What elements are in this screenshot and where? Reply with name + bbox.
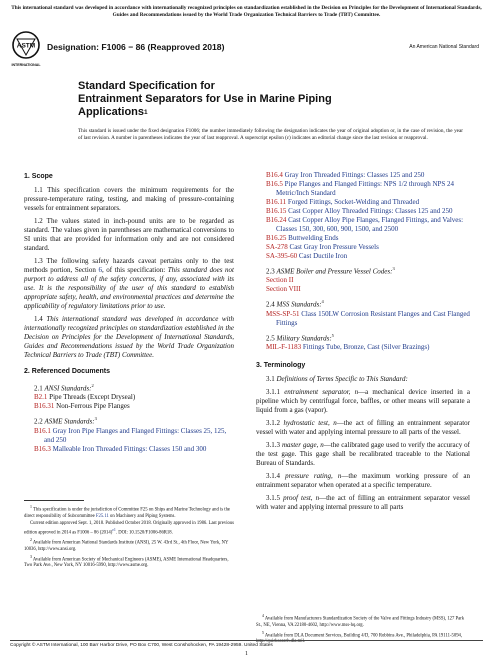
ref-code-link[interactable]: B16.15 [266,207,287,215]
left-column [24,168,234,454]
ref-code-link[interactable]: B16.24 [266,216,287,224]
definition-item: 3.1.4 pressure rating, n—the maximum working pressure of an entrainment separator when operated at a specific temperature. [256,471,470,489]
definition-item: 3.1.1 entrainment separator, n—a mechanical device inserted in a pipeline which by centrifugal force, baffles, or other means will separate a liquid from a gas (vapor). [256,387,471,414]
title-line-3: Applications$^1$ [78,106,148,118]
ref-item: MIL-F-1183 Fittings Tube, Bronze, Cast (Silver Brazings) [266,342,430,351]
epsilon-link[interactable]: ε1 [112,527,116,532]
footnote-rule [24,500,84,501]
ref-code-link[interactable]: B16.25 [266,234,287,242]
ansi-standards-label: 2.1 ANSI Standards:$^2$ [34,383,94,393]
ref-code-link[interactable]: B16.3 [34,444,51,453]
right-column [256,171,470,516]
title-line-1: Standard Specification for [78,80,215,92]
footnote: $^5$ Available from DLA Document Services, Building 4/D, 700 Robbins Ave., Philadelphia, PA 19111-5094, http://quicksearch.dla.mil. [256,630,463,645]
astm-logo [10,30,42,68]
ref-item: SA-278 Cast Gray Iron Pressure Vessels [266,243,379,251]
ref-code-link[interactable]: B16.1 [34,426,51,435]
document-title [78,80,398,119]
wto-notice: This international standard was developed in accordance with internationally recognized principles on standardization established in the Decision on Principles for the Development of International Standards, Guides and Recommendations issued by the World Trade Organization Technical Barriers to Trade (TBT) Committee. [11,5,482,18]
ref-code-link[interactable]: B16.4 [266,171,283,179]
ref-item: B2.1 Pipe Threads (Except Dryseal) [34,393,136,402]
copyright-footer: Copyright © ASTM International, 100 Barr Harbor Drive, PO Box C700, West Conshohocken, PA 19428-2959. United States [10,640,483,648]
logo-subtext: INTERNATIONAL [11,63,41,67]
ref-item: B16.5 Pipe Flanges and Flanged Fittings: NPS 1/2 through NPS 24 Metric/Inch Standard [266,180,455,197]
referenced-documents-heading: 2. Referenced Documents [24,368,110,375]
page-number: 1 [245,651,248,657]
issue-note: This standard is issued under the fixed designation F1006; the number immediately following the designation indicates the year of original adoption or, in the case of revision, the year of last revision. A number in parentheses indicates the year of last reapproval. A superscript epsilon (ε) indicates an editorial change since the last revision or reapproval. [78,128,463,141]
section-6-link[interactable]: 6 [98,266,102,274]
definition-item: 3.1.5 proof test, n—the act of filling an entrainment separator vessel with water and applying internal pressure to all parts [256,493,471,511]
ref-code-link[interactable]: B16.11 [266,198,287,206]
boiler-section-link[interactable]: Section VIII [266,285,301,294]
scope-1-1: 1.1 This specification covers the minimum requirements for the pressure-temperature rating, testing, and making of pressure-containing vessels for entrainment separators. [24,186,234,212]
scope-heading: 1. Scope [24,173,53,180]
ref-code-link[interactable]: SA-278 [266,243,288,251]
subcommittee-link[interactable]: F25.11 [95,513,109,519]
ref-item: B16.31 Non-Ferrous Pipe Flanges [34,402,130,411]
ref-code-link[interactable]: MSS-SP-51 [266,309,300,318]
ref-item: MSS-SP-51 Class 150LW Corrosion Resistant Flanges and Cast Flanged Fittings [266,309,470,327]
designation: Designation: F1006 − 86 (Reapproved 2018) [47,42,225,52]
boiler-codes-label: 2.3 ASME Boiler and Pressure Vessel Codes:$^3$ [266,266,395,276]
footnote: Current edition approved Sept. 1, 2018. Published October 2018. Originally approved in 1986. Last previous edition approved in 2014 as F1006 – 86 $(2014)^{\varepsilon 1}$. DOI: 10.1520/F1006-86R18. [24,520,235,536]
mss-standards-label: 2.4 MSS Standards:$^4$ [266,299,324,309]
ref-item: B16.15 Cast Copper Alloy Threaded Fittings: Classes 125 and 250 [266,207,453,215]
ansi-list [24,393,234,411]
footer-divider [10,640,483,641]
definition-item: 3.1.3 master gage, n—the calibrated gage used to verify the accuracy of the test gage. This gage shall be recalibrated traceable to the National Bureau of Standards. [256,440,470,467]
ref-code-link[interactable]: SA-395-60 [266,252,298,260]
ref-item: B16.1 Gray Iron Pipe Flanges and Flanged Fittings: Classes 25, 125, and 250 [34,426,227,444]
definition-item: 3.1.2 hydrostatic test, n—the act of filling an entrainment separator vessel with water and applying internal pressure to all parts of the vessel. [256,418,471,436]
ref-code-link[interactable]: B16.31 [34,402,55,411]
footnote: $^2$ Available from American National Standards Institute (ANSI), 25 W. 43rd St., 4th Floor, New York, NY 10036, http://www.ansi.org. [24,538,229,552]
scope-1-4: 1.4 This international standard was developed in accordance with internationally recognized principles on standardization established in the Decision on Principles for the Development of International Standards, Guides and Recommendations issued by the World Trade Organization Technical Barriers to Trade (TBT) Committee. [24,315,234,359]
ref-item: B16.4 Gray Iron Threaded Fittings: Classes 125 and 250 [266,171,425,179]
terminology-3-1: 3.1 Definitions of Terms Specific to This Standard: [266,374,408,383]
footnote: $^1$ This specification is under the jurisdiction of Committee F25 on Ships and Marine Technology and is the direct responsibility of Subcommittee F25.11 on Machinery and Piping Systems. [24,505,230,519]
military-standards-label: 2.5 Military Standards:$^5$ [266,332,334,342]
ref-item: B16.24 Cast Copper Alloy Pipe Flanges, Flanged Fittings, and Valves: Classes 150, 300, 600, 900, 1500, and 2500 [266,216,464,233]
title-footnote-mark: 1 [144,109,148,116]
ans-label: An American National Standard [409,44,479,50]
terminology-heading: 3. Terminology [256,361,306,369]
ref-item: B16.3 Malleable Iron Threaded Fittings: Classes 150 and 300 [34,444,207,453]
scope-1-3: 1.3 The following safety hazards caveat pertains only to the test methods portion, Section 6, of this specification: This standard does not purport to address all of the safety concerns, if any, associated with its use. It is the responsibility of the user of this standard to establish appropriate safety, health, and environmental practices and determine the applicability of regulatory limitations prior to use. [24,257,234,310]
ref-item: B16.11 Forged Fittings, Socket-Welding and Threaded [266,198,420,206]
ref-code-link[interactable]: B16.5 [266,180,283,188]
footnote: $^3$ Available from American Society of Mechanical Engineers (ASME), ASME International Headquarters, Two Park Ave., New York, NY 10016-5990, http://www.asme.org. [24,554,229,569]
ref-item: SA-395-60 Cast Ductile Iron [266,252,348,260]
ref-code-link[interactable]: MIL-F-1183 [266,342,302,351]
title-line-2: Entrainment Separators for Use in Marine Piping [78,93,332,105]
asme-standards-label: 2.2 ASME Standards:$^3$ [34,416,97,426]
ref-item: B16.25 Buttwelding Ends [266,234,339,242]
ref-code-link[interactable]: B2.1 [34,393,48,402]
scope-1-2: 1.2 The values stated in inch-pound units are to be regarded as standard. The values given in parentheses are mathematical conversions to SI units that are provided for information only and are not considered standard. [24,217,234,252]
boiler-section-link[interactable]: Section II [266,276,294,285]
footnotes-left [24,504,234,570]
logo-text: ASTM [16,42,36,50]
footnote: $^4$ Available from Manufacturers Standardization Society of the Valve and Fittings Industry (MSS), 127 Park St., NE, Vienna, VA 22180-4602, http://www.mss-hq.org. [256,614,465,628]
